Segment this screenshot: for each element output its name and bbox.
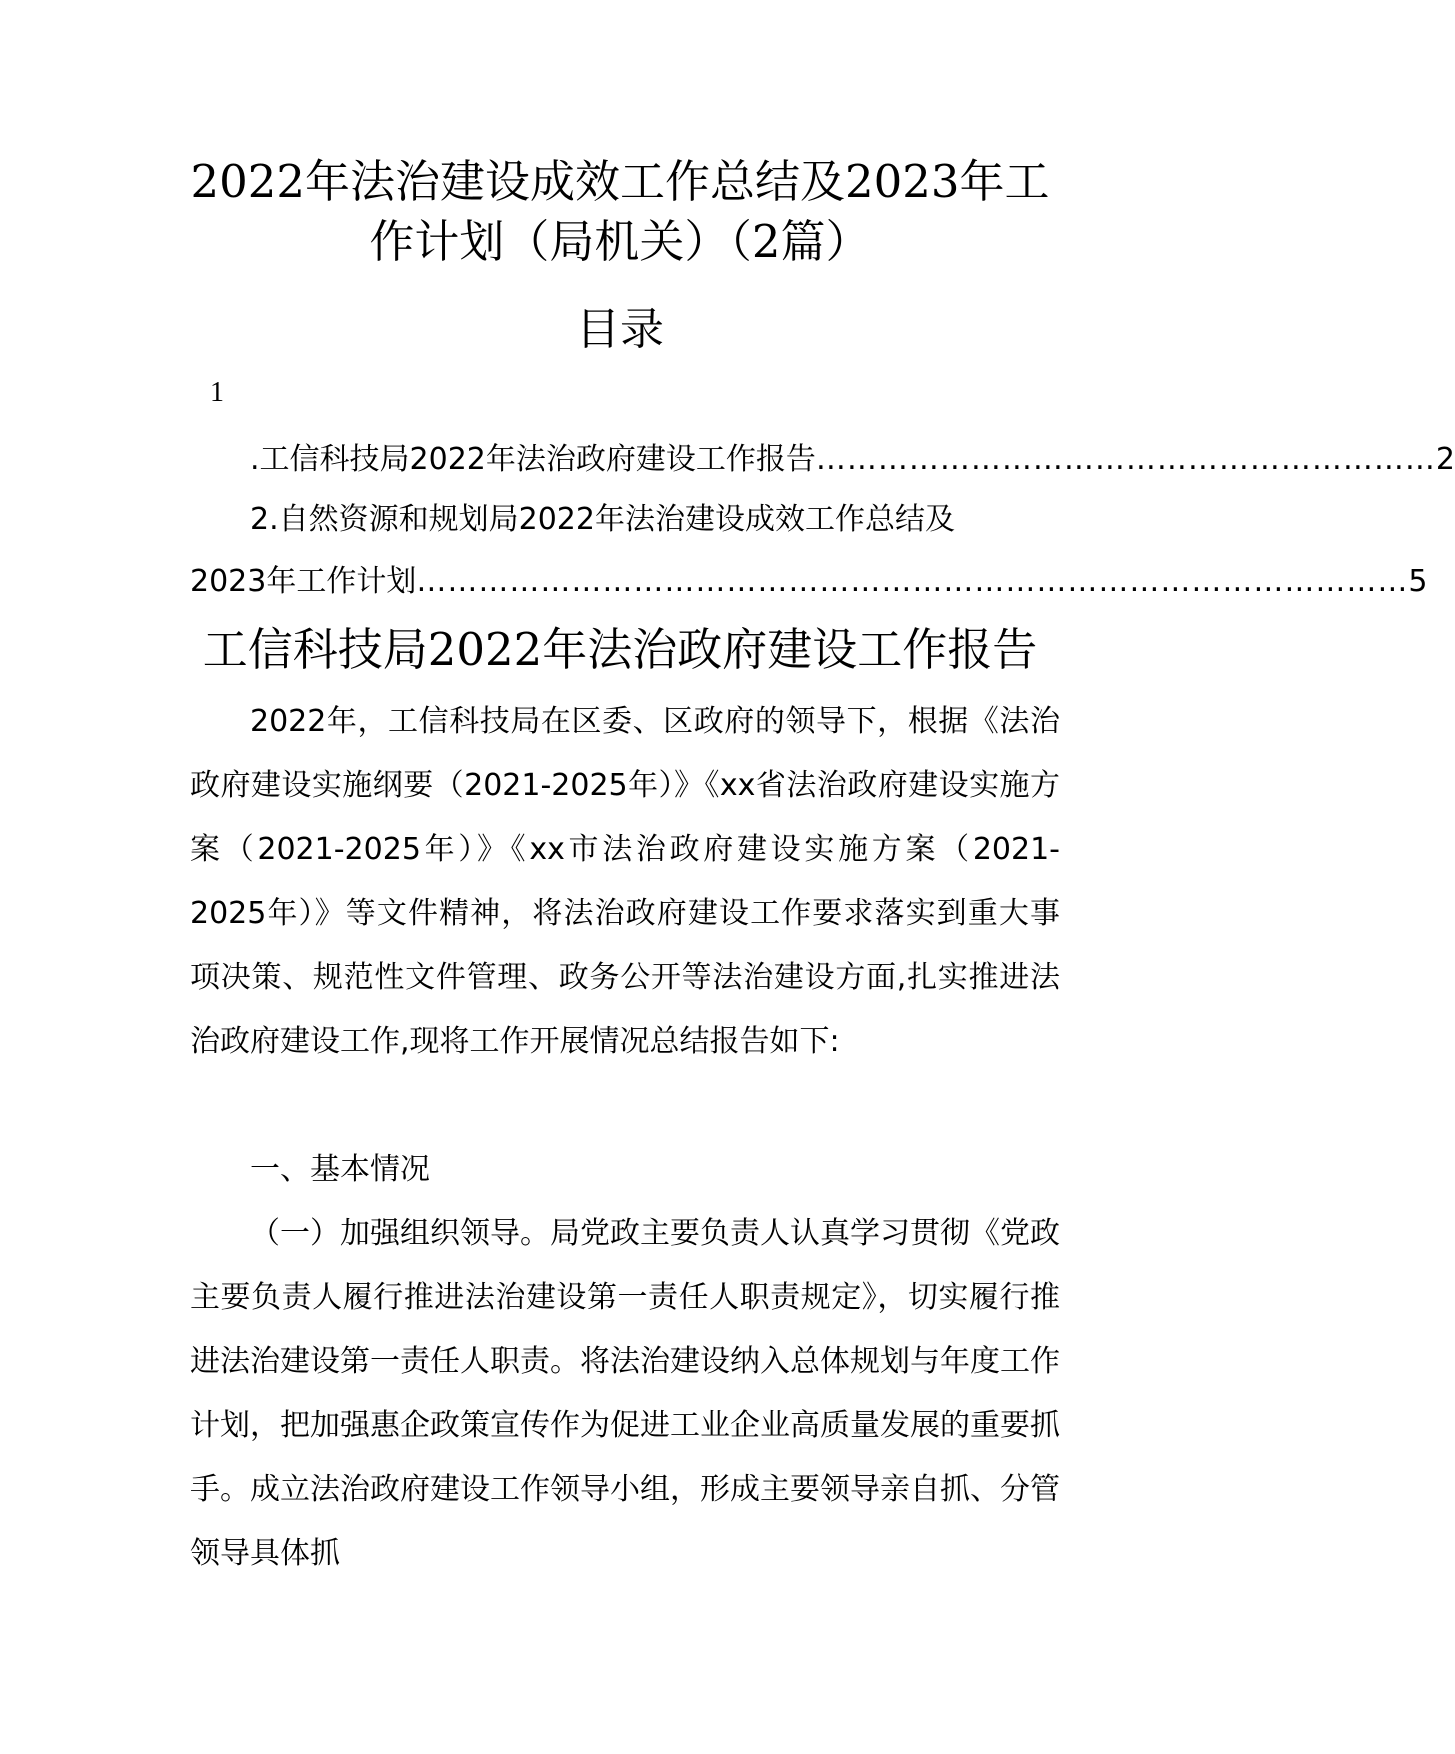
toc-item-2-text: 2023年工作计划 bbox=[190, 564, 417, 599]
toc-heading: 目录 bbox=[576, 304, 664, 355]
toc-item-1[interactable] bbox=[250, 440, 1455, 480]
toc-number: 1 bbox=[210, 377, 224, 408]
section-title: 工信科技局2022年法治政府建设工作报告 bbox=[202, 623, 1038, 676]
toc-item-2[interactable] bbox=[190, 562, 1428, 602]
document-title-line2: 作计划（局机关）（2篇） bbox=[369, 215, 871, 268]
toc-item-2-page: 5 bbox=[1408, 564, 1428, 599]
document-title-line1: 2022年法治建设成效工作总结及2023年工 bbox=[190, 155, 1050, 208]
toc-item-1-page: 2 bbox=[1435, 442, 1455, 477]
subheading-basic-situation: 一、基本情况 bbox=[250, 1152, 430, 1187]
paragraph-organization: （一）加强组织领导。局党政主要负责人认真学习贯彻《党政主要负责人履行推进法治建设第一责任人职责规定》，切实履行推进法治建设第一责任人职责。将法治建设纳入总体规划与年度工作计划，把加强惠企政策宣传作为促进工业企业高质量发展的重要抓手。成立法治政府建设工作领导小组，形成主要领导亲自抓、分管领导具体抓 bbox=[190, 1216, 1060, 1571]
toc-item-2-line1[interactable]: 2.自然资源和规划局2022年法治建设成效工作总结及 bbox=[250, 502, 955, 537]
paragraph-intro: 2022年，工信科技局在区委、区政府的领导下，根据《法治政府建设实施纲要（2021-2025年）》《xx省法治政府建设实施方案（2021-2025年）》《xx市法治政府建设实施方案（2021-2025年）》等文件精神，将法治政府建设工作要求落实到重大事项决策、规范性文件管理、政务公开等法治建设方面,扎实推进法治政府建设工作,现将工作开展情况总结报告如下: bbox=[190, 704, 1060, 1059]
toc-item-1-text: .工信科技局2022年法治政府建设工作报告 bbox=[250, 442, 816, 477]
toc-leader-dots: …………………………………………………… bbox=[815, 442, 1436, 477]
toc-leader-dots: …………………………………………………………………………………… bbox=[416, 564, 1409, 599]
